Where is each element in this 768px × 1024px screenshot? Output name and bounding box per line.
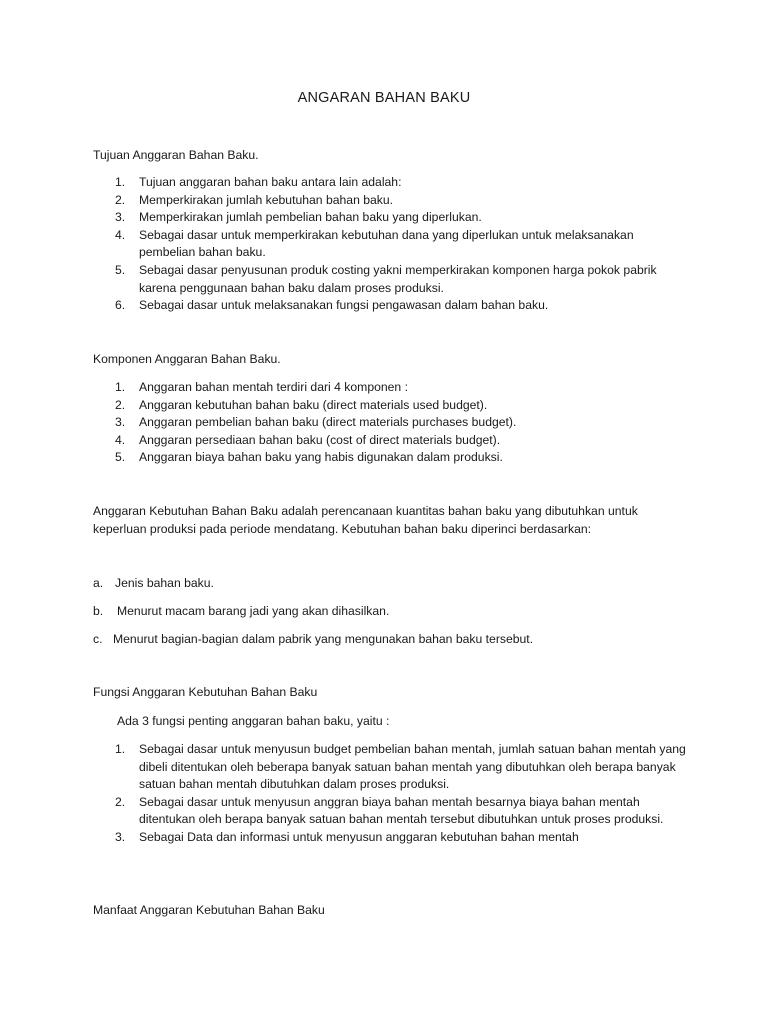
list-item: 3. Anggaran pembelian bahan baku (direct materials purchases budget). [115, 415, 517, 430]
komponen-heading: Komponen Anggaran Bahan Baku. [93, 352, 281, 366]
kebutuhan-paragraph: Anggaran Kebutuhan Bahan Baku adalah perencanaan kuantitas bahan baku yang dibutuhkan untuk keperluan produksi pada periode mendatang. Kebutuhan bahan baku diperinci berdasarkan: [93, 504, 638, 536]
list-item: 5. Anggaran biaya bahan baku yang habis digunakan dalam produksi. [115, 450, 503, 465]
list-item: 2. Memperkirakan jumlah kebutuhan bahan baku. [115, 192, 394, 207]
list-item: a. Jenis bahan baku. [93, 576, 214, 590]
document-title: ANGARAN BAHAN BAKU [297, 90, 471, 106]
fungsi-heading: Fungsi Anggaran Kebutuhan Bahan Baku [93, 685, 318, 699]
list-item: 1. Sebagai dasar untuk menyusun budget pembelian bahan mentah, jumlah satuan bahan mentah yang dibeli ditentukan oleh beberapa banyak satuan bahan mentah yang dibutuhkan oleh berapa banyak satuan bahan mentah dibutuhkan dalam proses produksi. [115, 742, 686, 792]
fungsi-list [93, 741, 693, 847]
manfaat-heading: Manfaat Anggaran Kebutuhan Bahan Baku [93, 903, 325, 917]
list-item: 6. Sebagai dasar untuk melaksanakan fungsi pengawasan dalam bahan baku. [115, 298, 549, 313]
list-item: b. Menurut macam barang jadi yang akan dihasilkan. [93, 604, 390, 618]
list-item: c. Menurut bagian-bagian dalam pabrik yang mengunakan bahan baku tersebut. [93, 632, 534, 646]
list-item: 5. Sebagai dasar penyusunan produk costing yakni memperkirakan komponen harga pokok pabrik karena penggunaan bahan baku dalam proses produksi. [115, 262, 657, 295]
tujuan-heading: Tujuan Anggaran Bahan Baku. [93, 148, 259, 162]
list-item: 1. Tujuan anggaran bahan baku antara lain adalah: [115, 175, 402, 189]
list-item: 3. Memperkirakan jumlah pembelian bahan baku yang diperlukan. [115, 210, 482, 225]
komponen-list [93, 379, 693, 467]
list-item: 3. Sebagai Data dan informasi untuk menyusun anggaran kebutuhan bahan mentah [115, 829, 579, 844]
list-item: 4. Sebagai dasar untuk memperkirakan kebutuhan dana yang diperlukan untuk melaksanakan pembelian bahan baku. [115, 227, 634, 260]
list-item: 4. Anggaran persediaan bahan baku (cost of direct materials budget). [115, 432, 501, 447]
tujuan-list [93, 174, 693, 315]
fungsi-intro: Ada 3 fungsi penting anggaran bahan baku, yaitu : [117, 714, 390, 728]
list-item: 1. Anggaran bahan mentah terdiri dari 4 komponen : [115, 380, 408, 394]
list-item: 2. Anggaran kebutuhan bahan baku (direct materials used budget). [115, 397, 488, 412]
list-item: 2. Sebagai dasar untuk menyusun anggran biaya bahan mentah besarnya biaya bahan mentah ditentukan oleh berapa banyak satuan bahan mentah tersebut dibutuhkan untuk proses produksi. [115, 794, 664, 827]
